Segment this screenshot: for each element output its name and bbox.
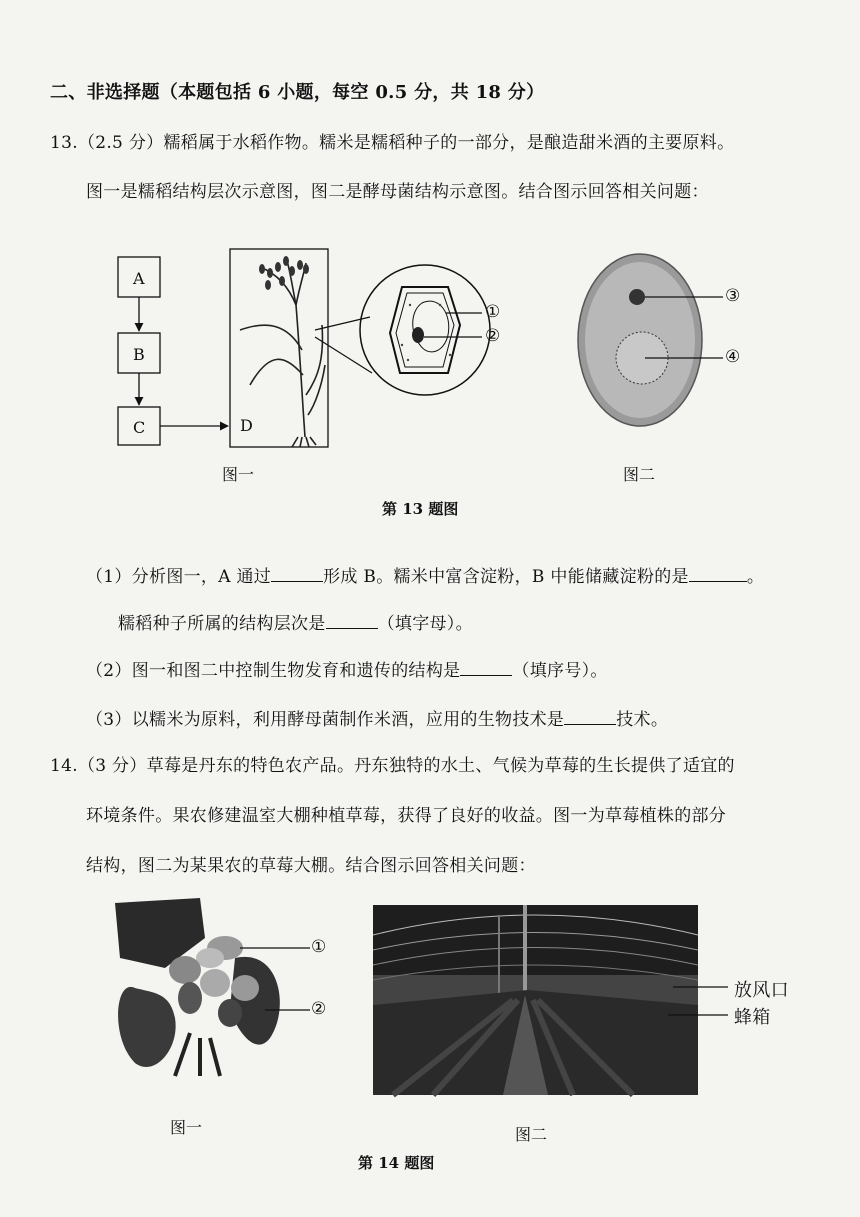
q13-sub2-part-b: （填序号）。 — [512, 661, 608, 681]
vent-label: 放风口 — [734, 980, 789, 1001]
q13-sub2-part-a: （2）图一和图二中控制生物发育和遗传的结构是 — [86, 661, 461, 681]
answer-blank-4[interactable] — [460, 660, 512, 676]
yeast-cell-diagram — [575, 250, 775, 450]
q14-number: 14. — [50, 756, 78, 776]
q14-intro-line-2: 环境条件。果农修建温室大棚种植草莓，获得了良好的收益。图一为草莓植株的部分 — [86, 806, 727, 826]
plant-marker-1: ① — [311, 937, 327, 957]
q14-intro-line-1 — [50, 751, 735, 776]
greenhouse-photo — [373, 905, 718, 1095]
q14-figure-title: 第 14 题图 — [358, 1154, 435, 1172]
answer-blank-3[interactable] — [326, 613, 378, 629]
box-c-label: C — [133, 418, 146, 437]
box-b-label: B — [133, 345, 146, 364]
q13-fig1-diagram — [110, 245, 530, 465]
q13-sub1-part-a: （1）分析图一，A 通过 — [86, 567, 272, 587]
q13-sub1-line — [86, 562, 764, 587]
q13-sub1-part-c: 。 — [746, 567, 765, 587]
q13-fig1-caption: 图一 — [222, 465, 255, 484]
q14-fig2-caption: 图二 — [515, 1125, 548, 1144]
strawberry-plant-photo — [105, 898, 295, 1078]
plant-marker-2: ② — [311, 999, 327, 1019]
yeast-marker-4: ④ — [725, 347, 741, 367]
answer-blank-1[interactable] — [271, 566, 323, 582]
cell-marker-1: ① — [485, 302, 501, 322]
q13-number: 13. — [50, 133, 78, 153]
q13-intro-line-1 — [50, 128, 734, 153]
q13-sub1-part-e: （填字母）。 — [377, 614, 473, 634]
q13-sub1-part-d: 糯稻种子所属的结构层次是 — [118, 614, 326, 634]
answer-blank-5[interactable] — [564, 709, 616, 725]
q13-figure-title: 第 13 题图 — [382, 500, 459, 518]
q13-sub3-part-b: 技术。 — [616, 710, 669, 730]
section-header: 二、非选择题（本题包括 6 小题，每空 0.5 分，共 18 分） — [50, 82, 545, 103]
yeast-marker-3: ③ — [725, 286, 741, 306]
answer-blank-2[interactable] — [689, 566, 747, 582]
q13-intro-line-2: 图一是糯稻结构层次示意图，图二是酵母菌结构示意图。结合图示回答相关问题： — [86, 182, 709, 202]
q13-sub3-line — [86, 705, 668, 730]
q13-sub1-line-2 — [118, 609, 473, 634]
q14-intro-text-1: （3 分）草莓是丹东的特色农产品。丹东独特的水土、气候为草莓的生长提供了适宜的 — [77, 756, 735, 776]
q13-fig2-caption: 图二 — [623, 465, 656, 484]
q13-sub1-part-b: 形成 B。糯米中富含淀粉，B 中能储藏淀粉的是 — [323, 567, 689, 587]
cell-marker-2: ② — [485, 326, 501, 346]
box-a-label: A — [133, 269, 145, 288]
q13-sub3-part-a: （3）以糯米为原料，利用酵母菌制作米酒，应用的生物技术是 — [86, 710, 565, 730]
q13-intro-text-1: （2.5 分）糯稻属于水稻作物。糯米是糯稻种子的一部分，是酿造甜米酒的主要原料。 — [77, 133, 735, 153]
q13-sub2-line — [86, 656, 608, 681]
q14-intro-line-3: 结构，图二为某果农的草莓大棚。结合图示回答相关问题： — [86, 856, 536, 876]
q14-fig1-caption: 图一 — [170, 1118, 203, 1137]
box-d-label: D — [240, 416, 254, 435]
beehive-label: 蜂箱 — [734, 1007, 771, 1028]
